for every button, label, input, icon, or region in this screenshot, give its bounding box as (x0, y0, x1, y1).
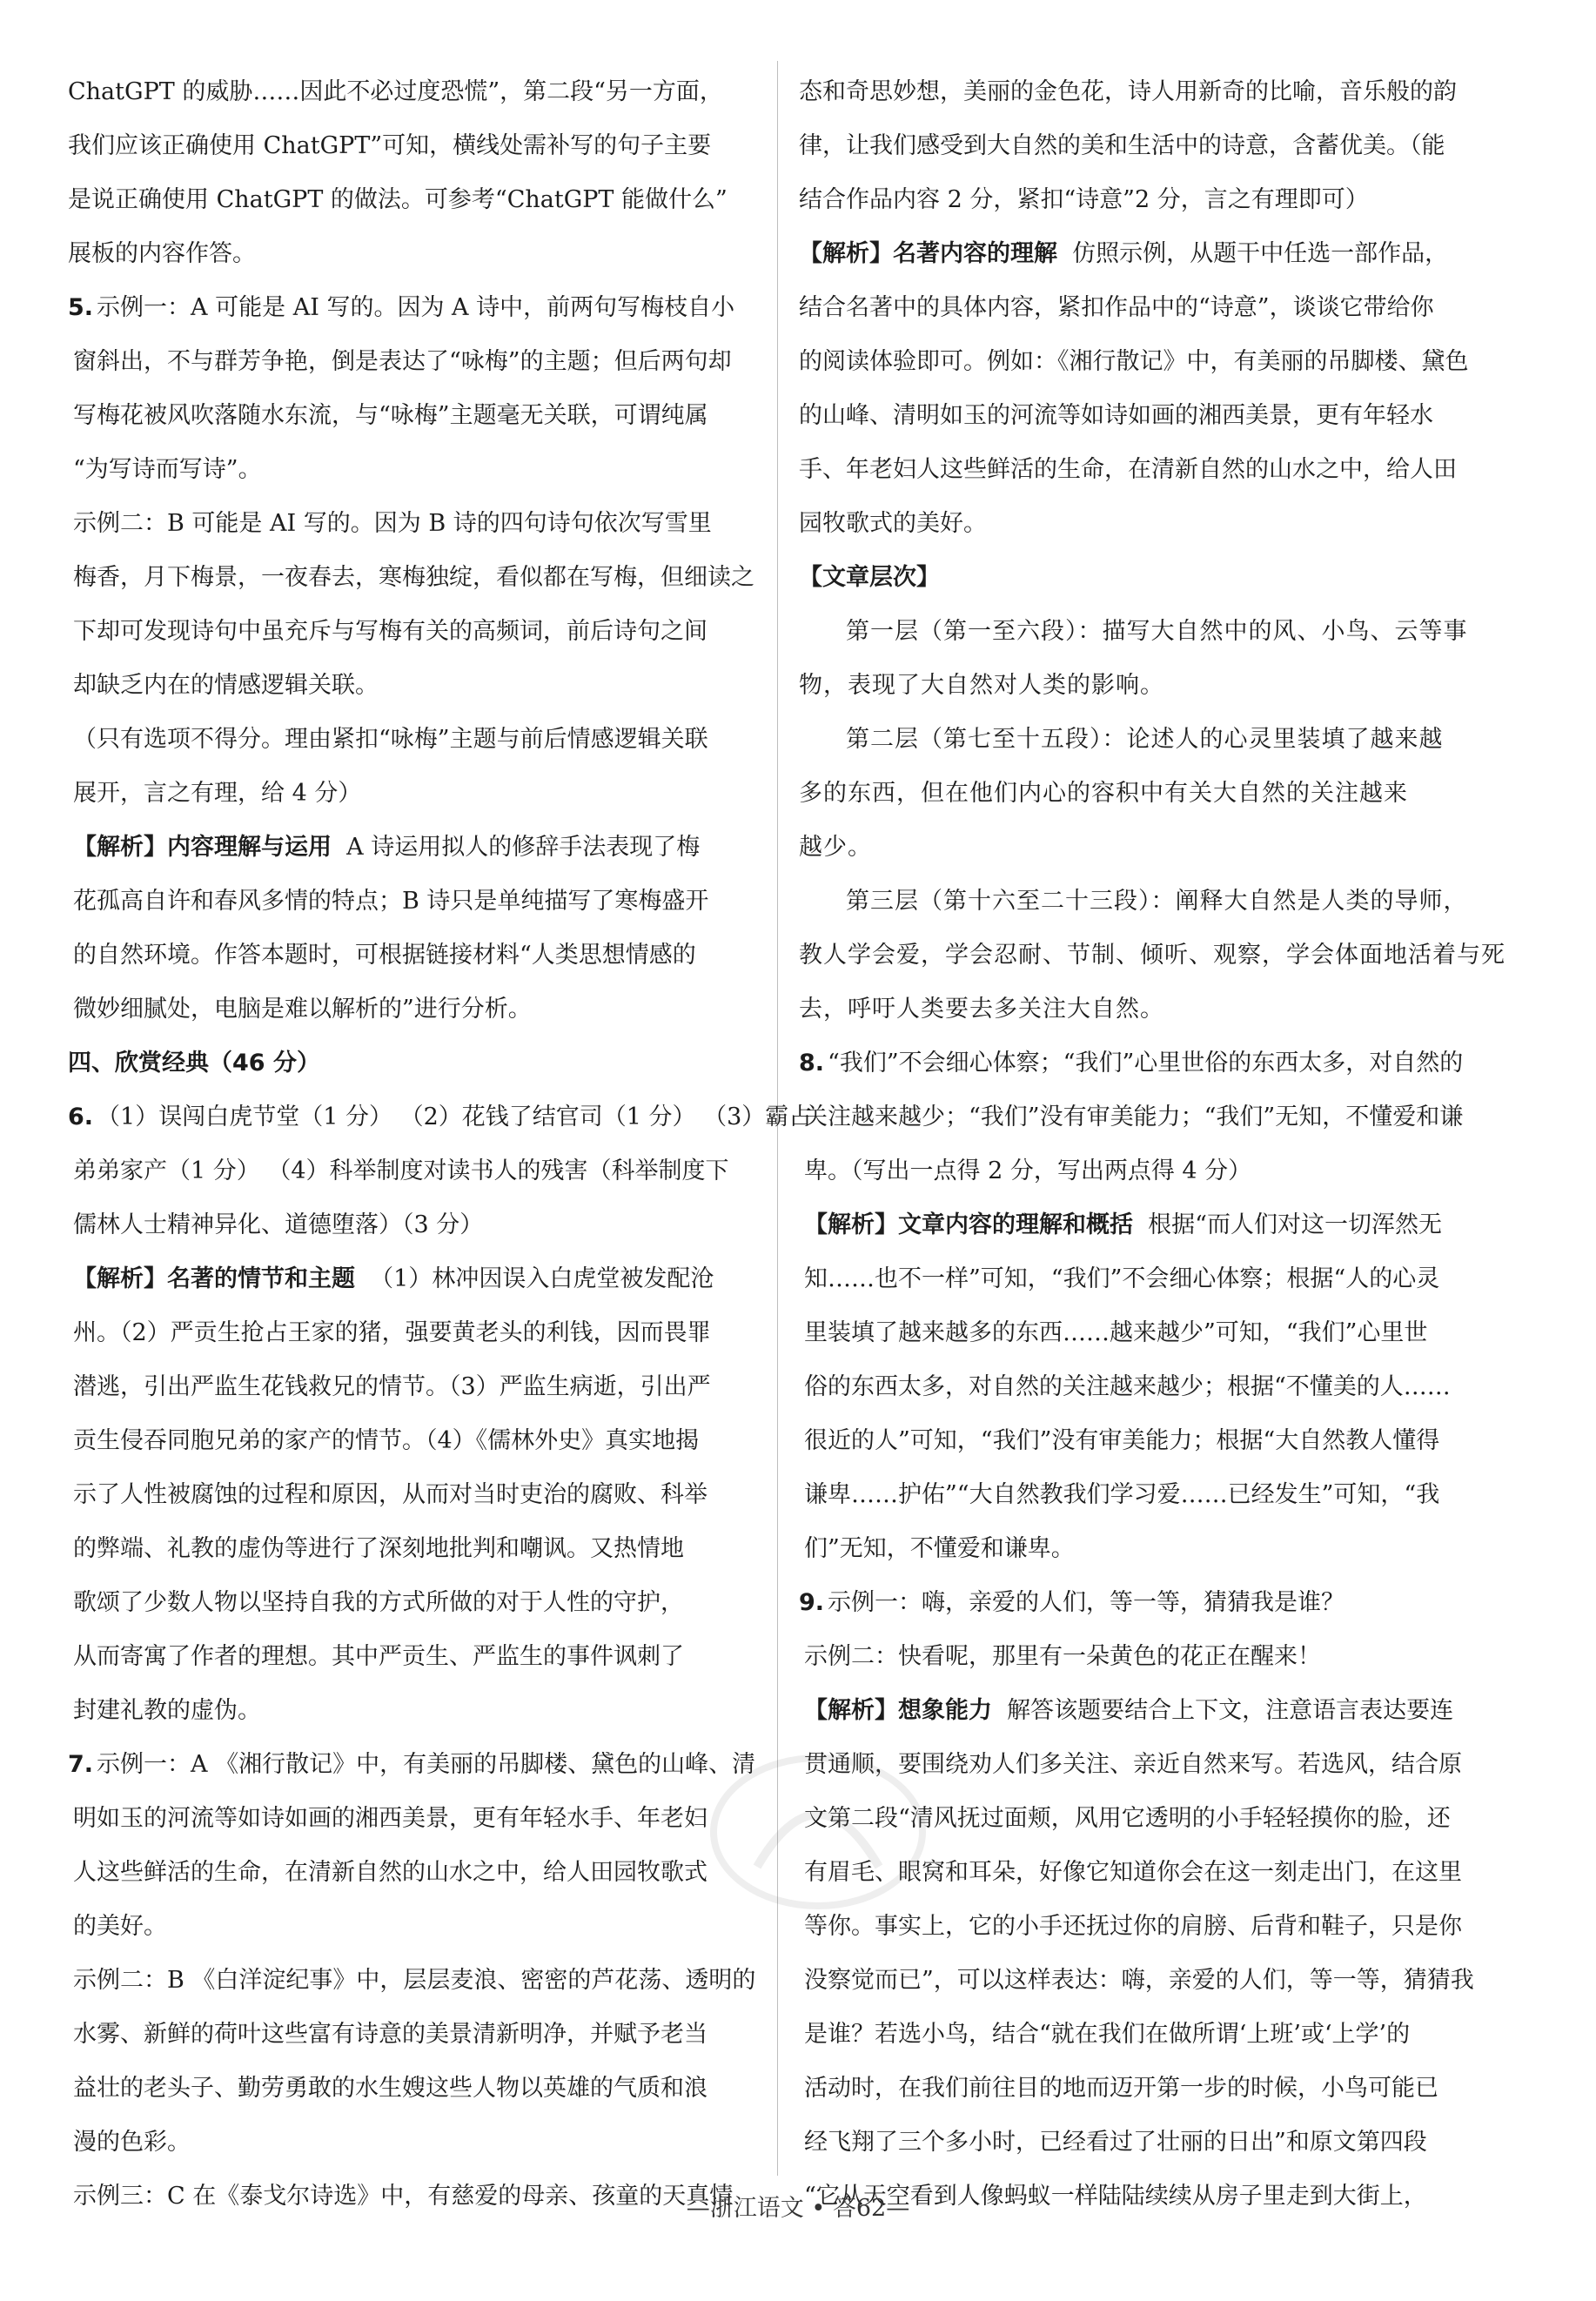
q7-analysis-line: 的山峰、清明如玉的河流等如诗如画的湘西美景，更有年轻水 (799, 402, 1433, 429)
q6-analysis-line: 示了人性被腐蚀的过程和原因，从而对当时吏治的腐败、科举 (73, 1481, 707, 1508)
q8-analysis-line: 俗的东西太多，对自然的关注越来越少；根据“不懂美的人…… (804, 1373, 1451, 1400)
structure-line: 教人学会爱，学会忍耐、节制、倾听、观察，学会体面地活着与死 (799, 942, 1505, 969)
q9-analysis-line: 【解析】想象能力 解答该题要结合上下文，注意语言表达要连 (804, 1697, 1454, 1724)
q5-number: 5. (68, 294, 94, 321)
analysis-tag: 【解析】名著内容的理解 (799, 240, 1057, 267)
q7-line: 示例三：C 在《泰戈尔诗选》中，有慈爱的母亲、孩童的天真情 (73, 2183, 734, 2210)
text-line: ChatGPT 的威胁……因此不必过度恐慌”，第二段“另一方面， (68, 78, 723, 105)
q5-line: 示例二：B 可能是 AI 写的。因为 B 诗的四句诗句依次写雪里 (73, 510, 712, 537)
q8-analysis-line: 知……也不一样”可知，“我们”不会细心体察；根据“人的心灵 (804, 1265, 1440, 1292)
q9-analysis-line: “它从天空看到人像蚂蚁一样陆陆续续从房子里走到大街上， (804, 2183, 1427, 2210)
q5-line: 5. 示例一：A 可能是 AI 写的。因为 A 诗中，前两句写梅枝自小 (68, 294, 735, 321)
q5-line: 窗斜出，不与群芳争艳，倒是表达了“咏梅”的主题；但后两句却 (73, 348, 732, 375)
analysis-tag: 【解析】名著的情节和主题 (73, 1265, 355, 1292)
q6-analysis-line: 州。（2）严贡生抢占王家的猪，强要黄老头的利钱，因而畏罪 (73, 1319, 711, 1346)
text-line: 是说正确使用 ChatGPT 的做法。可参考“ChatGPT 能做什么” (68, 186, 728, 213)
q5-line: 下却可发现诗句中虽充斥与写梅有关的高频词，前后诗句之间 (73, 618, 707, 645)
q9-analysis-line: 文第二段“清风抚过面颊，风用它透明的小手轻轻摸你的脸，还 (804, 1805, 1451, 1832)
q7-line: 的美好。 (73, 1913, 167, 1940)
structure-line: 越少。 (799, 834, 872, 861)
q7-analysis-line: 【解析】名著内容的理解 仿照示例，从题干中任选一部作品， (799, 240, 1449, 267)
q5-line: （只有选项不得分。理由紧扣“咏梅”主题与前后情感逻辑关联 (73, 726, 708, 753)
q5-analysis-line: 花孤高自许和春风多情的特点；B 诗只是单纯描写了寒梅盛开 (73, 888, 709, 915)
q5-line: 却缺乏内在的情感逻辑关联。 (73, 672, 379, 699)
section-heading: 四、欣赏经典（46 分） (68, 1050, 320, 1077)
q7-analysis-line: 的阅读体验即可。例如：《湘行散记》中，有美丽的吊脚楼、黛色 (799, 348, 1469, 375)
q6-line: 6. （1）误闯白虎节堂（1 分） （2）花钱了结官司（1 分） （3）霸占 (68, 1104, 813, 1130)
structure-line: 第一层（第一至六段）：描写大自然中的风、小鸟、云等事 (846, 618, 1468, 645)
q8-line: 8. “我们”不会细心体察；“我们”心里世俗的东西太多，对自然的 (799, 1050, 1464, 1077)
analysis-tag: 【解析】想象能力 (804, 1697, 992, 1724)
q5-line: 梅香，月下梅景，一夜春去，寒梅独绽，看似都在写梅，但细读之 (73, 564, 754, 591)
q6-analysis-line: 贡生侵吞同胞兄弟的家产的情节。（4）《儒林外史》真实地揭 (73, 1427, 700, 1454)
structure-line: 第三层（第十六至二十三段）：阐释大自然是人类的导师， (846, 888, 1468, 915)
q7-analysis-line: 手、年老妇人这些鲜活的生命，在清新自然的山水之中，给人田 (799, 456, 1457, 483)
structure-line: 多的东西，但在他们内心的容积中有关大自然的关注越来 (799, 780, 1408, 807)
q7-line: 益壮的老头子、勤劳勇敢的水生嫂这些人物以英雄的气质和浪 (73, 2075, 707, 2102)
q7-number: 7. (68, 1751, 94, 1778)
q7-line: 漫的色彩。 (73, 2129, 191, 2156)
q6-analysis-line: 【解析】名著的情节和主题 （1）林冲因误入白虎堂被发配沧 (73, 1265, 714, 1292)
q7-cont-line: 结合作品内容 2 分，紧扣“诗意”2 分，言之有理即可） (799, 186, 1369, 213)
text-line: 展板的内容作答。 (68, 240, 256, 267)
q8-analysis-line: 们”无知，不懂爱和谦卑。 (804, 1535, 1075, 1562)
q6-number: 6. (68, 1104, 94, 1130)
structure-line: 去，呼吁人类要去多关注大自然。 (799, 996, 1164, 1023)
q7-analysis-line: 园牧歌式的美好。 (799, 510, 987, 537)
q5-line: “为写诗而写诗”。 (73, 456, 262, 483)
q5-line: 写梅花被风吹落随水东流，与“咏梅”主题毫无关联，可谓纯属 (73, 402, 708, 429)
right-column (799, 65, 1505, 2224)
q8-number: 8. (799, 1050, 825, 1077)
q7-line: 人这些鲜活的生命，在清新自然的山水之中，给人田园牧歌式 (73, 1859, 707, 1886)
q9-analysis-line: 没察觉而已”，可以这样表达：嗨，亲爱的人们，等一等，猜猜我 (804, 1967, 1474, 1994)
q7-line: 7. 示例一：A 《湘行散记》中，有美丽的吊脚楼、黛色的山峰、清 (68, 1751, 756, 1778)
q7-line: 水雾、新鲜的荷叶这些富有诗意的美景清新明净，并赋予老当 (73, 2021, 707, 2048)
q6-line: 弟弟家产（1 分） （4）科举制度对读书人的残害（科举制度下 (73, 1157, 729, 1184)
q9-line: 9. 示例一：嗨，亲爱的人们，等一等，猜猜我是谁？ (799, 1589, 1345, 1616)
q6-line: 儒林人士精神异化、道德堕落）（3 分） (73, 1211, 484, 1238)
q9-analysis-line: 贯通顺，要围绕劝人们多关注、亲近自然来写。若选风，结合原 (804, 1751, 1462, 1778)
q9-line: 示例二：快看呢，那里有一朵黄色的花正在醒来！ (804, 1643, 1321, 1670)
q8-analysis-line: 【解析】文章内容的理解和概括 根据“而人们对这一切浑然无 (804, 1211, 1442, 1238)
analysis-tag: 【解析】内容理解与运用 (73, 834, 332, 861)
text-line: 我们应该正确使用 ChatGPT”可知，横线处需补写的句子主要 (68, 132, 712, 159)
q6-analysis-line: 从而寄寓了作者的理想。其中严贡生、严监生的事件讽刺了 (73, 1643, 684, 1670)
q7-line: 示例二：B 《白洋淀纪事》中，层层麦浪、密密的芦花荡、透明的 (73, 1967, 756, 1994)
q9-analysis-line: 有眉毛、眼窝和耳朵，好像它知道你会在这一刻走出门，在这里 (804, 1859, 1462, 1886)
q9-analysis-line: 活动时，在我们前往目的地而迈开第一步的时候，小鸟可能已 (804, 2075, 1438, 2102)
q9-number: 9. (799, 1589, 825, 1616)
structure-heading: 【文章层次】 (799, 564, 940, 591)
page-footer: —浙江语文 • 答62— (686, 2195, 910, 2222)
q8-line: 卑。（写出一点得 2 分，写出两点得 4 分） (804, 1157, 1252, 1184)
structure-line: 物，表现了大自然对人类的影响。 (799, 672, 1164, 699)
q5-line: 展开，言之有理，给 4 分） (73, 780, 362, 807)
q8-analysis-line: 谦卑……护佑”“大自然教我们学习爱……已经发生”可知，“我 (804, 1481, 1440, 1508)
analysis-tag: 【解析】文章内容的理解和概括 (804, 1211, 1133, 1238)
q9-analysis-line: 是谁？若选小鸟，结合“就在我们在做所谓‘上班’或‘上学’的 (804, 2021, 1411, 2048)
q9-analysis-line: 等你。事实上，它的小手还抚过你的肩膀、后背和鞋子，只是你 (804, 1913, 1462, 1940)
q5-analysis-line: 微妙细腻处，电脑是难以解析的”进行分析。 (73, 996, 532, 1023)
q7-line: 明如玉的河流等如诗如画的湘西美景，更有年轻水手、年老妇 (73, 1805, 707, 1832)
q6-analysis-line: 的弊端、礼教的虚伪等进行了深刻地批判和嘲讽。又热情地 (73, 1535, 684, 1562)
q6-analysis-line: 封建礼教的虚伪。 (73, 1697, 261, 1724)
q5-analysis-line: 的自然环境。作答本题时，可根据链接材料“人类思想情感的 (73, 942, 696, 969)
q6-analysis-line: 潜逃，引出严监生花钱救兄的情节。（3）严监生病逝，引出严 (73, 1373, 711, 1400)
q7-cont-line: 态和奇思妙想，美丽的金色花，诗人用新奇的比喻，音乐般的韵 (799, 78, 1457, 105)
q7-cont-line: 律，让我们感受到大自然的美和生活中的诗意，含蓄优美。（能 (799, 132, 1445, 159)
q9-analysis-line: 经飞翔了三个多小时，已经看过了壮丽的日出”和原文第四段 (804, 2129, 1427, 2156)
structure-line: 第二层（第七至十五段）：论述人的心灵里装填了越来越 (846, 726, 1444, 753)
q6-analysis-line: 歌颂了少数人物以坚持自我的方式所做的对于人性的守护， (73, 1589, 684, 1616)
q7-analysis-line: 结合名著中的具体内容，紧扣作品中的“诗意”，谈谈它带给你 (799, 294, 1434, 321)
q5-analysis-line: 【解析】内容理解与运用 A 诗运用拟人的修辞手法表现了梅 (73, 834, 701, 861)
q8-line: 关注越来越少；“我们”没有审美能力；“我们”无知，不懂爱和谦 (804, 1104, 1464, 1130)
q8-analysis-line: 里装填了越来越多的东西……越来越少”可知，“我们”心里世 (804, 1319, 1428, 1346)
q8-analysis-line: 很近的人”可知，“我们”没有审美能力；根据“大自然教人懂得 (804, 1427, 1440, 1454)
